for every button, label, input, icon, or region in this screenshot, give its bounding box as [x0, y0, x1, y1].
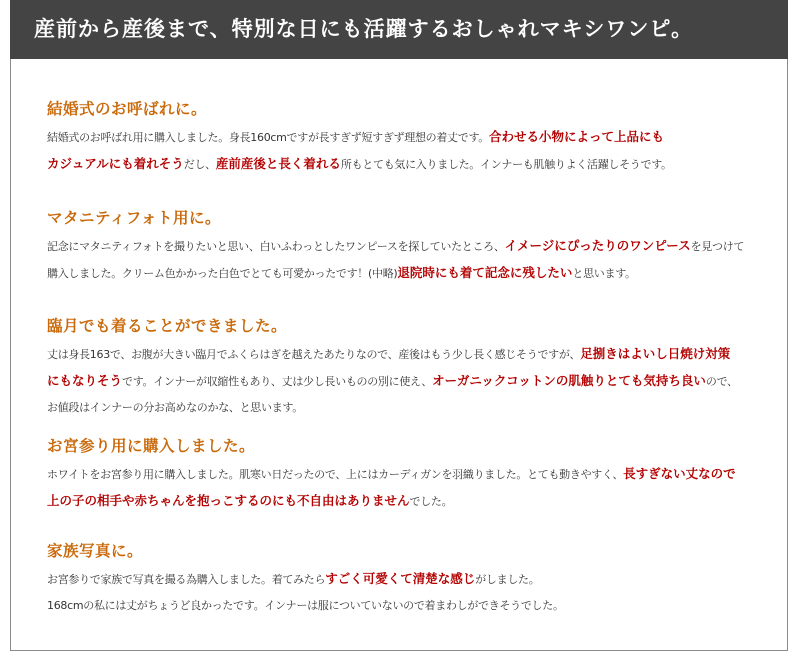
- section-heading: 結婚式のお呼ばれに。: [47, 100, 208, 118]
- body-text: 結婚式のお呼ばれ用に購入しました。身長160cmですが長すぎず短すぎず理想の着丈です。: [47, 131, 489, 144]
- body-text: を見つけて: [690, 240, 745, 253]
- body-text: だし、: [183, 158, 216, 171]
- highlight-text: 産前産後と長く着れる: [215, 156, 341, 171]
- body-text: ので、: [705, 375, 738, 388]
- body-text: です。インナーが収縮性もあり、丈は少し長いものの別に使え、: [122, 375, 433, 388]
- highlight-text: 足捌きはよいし日焼け対策: [580, 346, 731, 361]
- highlight-text: 退院時にも着て記念に残したい: [397, 265, 573, 280]
- section-body: [47, 566, 564, 619]
- section-body: [47, 461, 736, 515]
- section-heading: 臨月でも着ることができました。: [47, 317, 288, 335]
- highlight-text: 合わせる小物によって上品にも: [488, 129, 664, 144]
- review-section-shrine-visit: [47, 435, 736, 515]
- body-text: 購入しました。クリーム色かかった白色でとても可愛かったです！(中略): [47, 267, 398, 280]
- body-text: でした。: [409, 495, 453, 508]
- highlight-text: イメージにぴったりのワンピース: [504, 238, 691, 253]
- section-body: [47, 233, 744, 287]
- highlight-text: にもなりそう: [47, 373, 123, 388]
- section-body: [47, 124, 672, 178]
- highlight-text: カジュアルにも着れそう: [47, 156, 184, 171]
- review-section-maternity-photo: [47, 207, 744, 287]
- body-text: 168cmの私には丈がちょうど良かったです。インナーは服についていないので着まわしができそうでした。: [47, 599, 564, 612]
- highlight-text: すごく可愛くて清楚な感じ: [325, 571, 476, 586]
- section-heading: 家族写真に。: [47, 542, 144, 560]
- body-text: お値段はインナーの分お高めなのかな、と思います。: [47, 401, 303, 414]
- body-text: ホワイトをお宮参り用に購入しました。肌寒い日だったので、上にはカーディガンを羽織りました。とても動きやすく、: [47, 468, 624, 481]
- highlight-text: オーガニックコットンの肌触りとても気持ち良い: [432, 373, 706, 388]
- body-text: 所もとても気に入りました。インナーも肌触りよく活躍しそうです。: [340, 158, 672, 171]
- body-text: 丈は身長163で、お腹が大きい臨月でふくらはぎを越えたあたりなので、産後はもう少し長く感じそうですが、: [47, 348, 581, 361]
- highlight-text: 長すぎない丈なので: [623, 466, 736, 481]
- review-section-late-pregnancy: [47, 315, 738, 421]
- highlight-text: 上の子の相手や赤ちゃんを抱っこするのにも不自由はありません: [47, 493, 410, 508]
- section-heading: マタニティフォト用に。: [47, 209, 221, 227]
- body-text: お宮参りで家族で写真を撮る為購入しました。着てみたら: [47, 573, 326, 586]
- body-text: がしました。: [475, 573, 540, 586]
- section-body: [47, 341, 738, 421]
- review-section-wedding: [47, 98, 672, 178]
- page-title: 産前から産後まで、特別な日にも活躍するおしゃれマキシワンピ。: [34, 17, 694, 41]
- header-banner: [10, 0, 788, 59]
- section-heading: お宮参り用に購入しました。: [47, 437, 256, 455]
- body-text: 記念にマタニティフォトを撮りたいと思い、白いふわっとしたワンピースを探していたところ、: [47, 240, 505, 253]
- body-text: と思います。: [572, 267, 636, 280]
- review-section-family-photo: [47, 540, 564, 619]
